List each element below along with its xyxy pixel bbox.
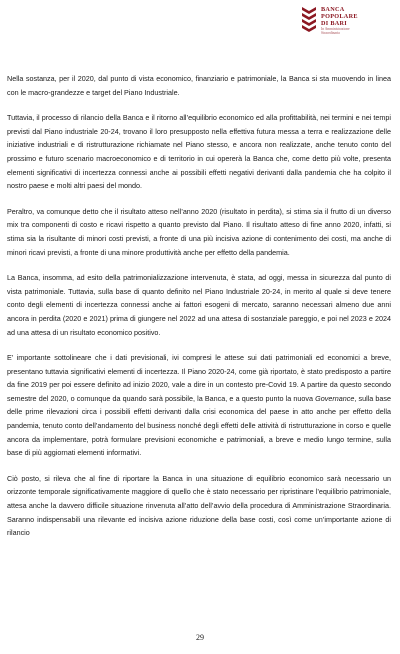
document-body xyxy=(7,72,391,552)
page-number: 29 xyxy=(196,633,204,642)
bank-logo-text xyxy=(321,6,358,35)
paragraph: La Banca, insomma, ad esito della patrimonializzazione intervenuta, è stata, ad oggi, messa in sicurezza dal punto di vista patrimoniale. Tuttavia, sulla base di quanto definito nel Piano Industriale 20-24, in merito al quale si deve tenere conto degli elementi di incertezza connessi anche ai fattori esogeni di mercato, saranno necessari almeno due anni ancora in perdita (2020 e 2021) prima di giungere nel 2022 ad una attesa di sostanziale pareggio, e poi nel 2023 e 2024 ad una attesa di un risultato economico positivo. xyxy=(7,273,391,337)
paragraph: Tuttavia, il processo di rilancio della Banca e il ritorno all’equilibrio economico ed alla profittabilità, nei termini e nei tempi previsti dal Piano industriale 20-24, trovano il loro presupposto nella effettiva futura messa a terra e realizzazione delle iniziative industriali e di ristrutturazione richiamate nel Piano stesso, e ancora non realizzate, anche tenuto conto del prossimo e futuro scenario macroeconomico e di territorio in cui opererà la Banca che, come detto più volte, presenta elementi significativi di incertezza connessi anche ai possibili effetti negativi derivanti dalla pandemia che ha colpito il nostro paese e molti altri paesi del mondo. xyxy=(7,113,391,191)
paragraph: Nella sostanza, per il 2020, dal punto di vista economico, finanziario e patrimoniale, la Banca si sta muovendo in linea con le macro-grandezze e target del Piano Industriale. xyxy=(7,74,391,97)
paragraph xyxy=(7,351,391,460)
logo-line-banca: BANCA xyxy=(321,6,345,13)
logo-line-popolare: POPOLARE xyxy=(321,13,358,20)
paragraph-text: , sulla base delle prime rilevazioni circa i possibili effetti derivanti dalla crisi economica del paese in atto anche per effetto della pandemia, tenuto conto dell’andamento del business nonché degli effetti delle attività di ristrutturazione in corso e quelle ancora da implementare, potrà formulare previsioni economiche e patrimoniali, a breve e medio lungo termine, sulla base di più aggiornati elementi informativi. xyxy=(7,393,392,458)
paragraph: Peraltro, va comunque detto che il risultato atteso nell’anno 2020 (risultato in perdita), si stima sia il frutto di un diverso mix tra componenti di costo e ricavi rispetto a quanto previsto dal Piano. Il risultato atteso di fine anno 2020, infatti, si stima sia la risultante di minori costi previsti, a fronte di una più incisiva azione di contenimento dei costi, ma anche di minori ricavi previsti, a fronte di una minore produttività anche per effetto della pandemia. xyxy=(7,206,391,257)
logo-line-amministrazione: In Amministrazione xyxy=(321,27,350,31)
logo-line-straordinaria: Straordinaria xyxy=(321,31,340,36)
bank-emblem-icon xyxy=(300,5,318,35)
paragraph: Ciò posto, si rileva che al fine di riportare la Banca in una situazione di equilibrio economico sarà necessario un orizzonte temporale significativamente maggiore di quello che è stato necessario per ripristinare l’equilibrio patrimoniale, attesa anche la davvero difficile situazione rinvenuta all’atto dell’avvio della procedura di Amministrazione Straordinaria. Saranno indispensabili una rilevante ed incisiva azione riduzione della base costi, così come un’importante azione di rilancio xyxy=(7,473,391,538)
logo-line-di-bari: DI BARI xyxy=(321,20,347,27)
bank-logo xyxy=(300,5,396,41)
paragraph-text: E’ importante sottolineare che i dati previsionali, ivi compresi le attese sui dati patrimoniali ed economici a breve, presentano tuttavia significativi elementi di incertezza. Il Piano 2020-24, come già riportato, è stato predisposto a partire da fine 2019 per poi essere definito ad inizio 2020, vale a dire in un contesto pre-Covid 19. A partire da questo secondo semestre del 2020, o comunque da quando sarà possibile, la Banca, e a questo punto la nuova xyxy=(7,353,391,403)
governance-term: Governance xyxy=(315,393,355,403)
